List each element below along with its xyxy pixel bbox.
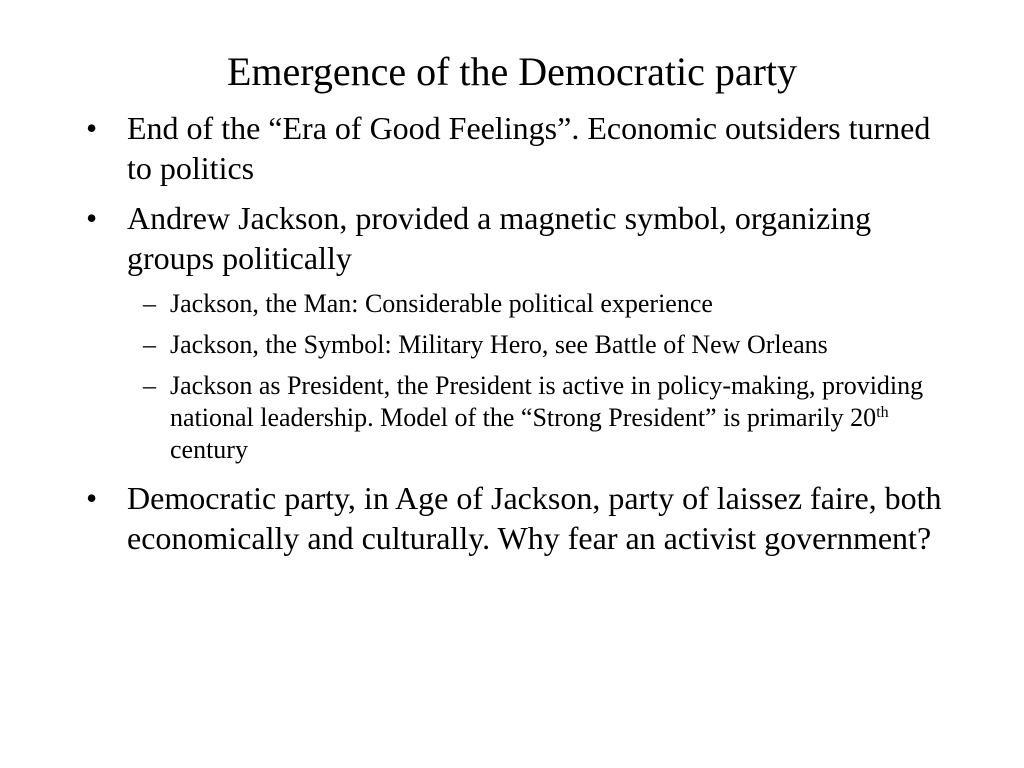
bullet-marker: • xyxy=(86,110,98,146)
dash-marker: – xyxy=(143,371,156,400)
sub-bullet-text xyxy=(170,371,923,464)
bullet-list xyxy=(86,108,946,568)
sub-bullet-text: Jackson, the Symbol: Military Hero, see Battle of New Orleans xyxy=(170,330,828,359)
ordinal-superscript: th xyxy=(876,404,889,421)
bullet-text: Democratic party, in Age of Jackson, party of laissez faire, both economically and culturally. Why fear an activist government? xyxy=(127,480,942,556)
dash-marker: – xyxy=(143,289,156,318)
bullet-item xyxy=(86,108,946,188)
sub-bullet-item xyxy=(86,329,946,361)
bullet-text: End of the “Era of Good Feelings”. Economic outsiders turned to politics xyxy=(127,110,931,186)
bullet-text: Andrew Jackson, provided a magnetic symbol, organizing groups politically xyxy=(127,200,872,276)
sub-bullet-text-main: Jackson as President, the President is active in policy-making, providing national leadership. Model of the “Strong President” is primarily 20 xyxy=(170,371,924,432)
bullet-marker: • xyxy=(86,480,98,516)
sub-bullet-text: Jackson, the Man: Considerable political experience xyxy=(170,289,713,318)
dash-marker: – xyxy=(143,330,156,359)
sub-bullet-text-end: century xyxy=(170,435,248,464)
sub-bullet-item xyxy=(86,288,946,320)
bullet-marker: • xyxy=(86,200,98,236)
slide-title: Emergence of the Democratic party xyxy=(226,49,798,94)
sub-bullet-list xyxy=(86,288,946,466)
bullet-item xyxy=(86,478,946,558)
bullet-item xyxy=(86,198,946,278)
sub-bullet-item xyxy=(86,370,946,466)
